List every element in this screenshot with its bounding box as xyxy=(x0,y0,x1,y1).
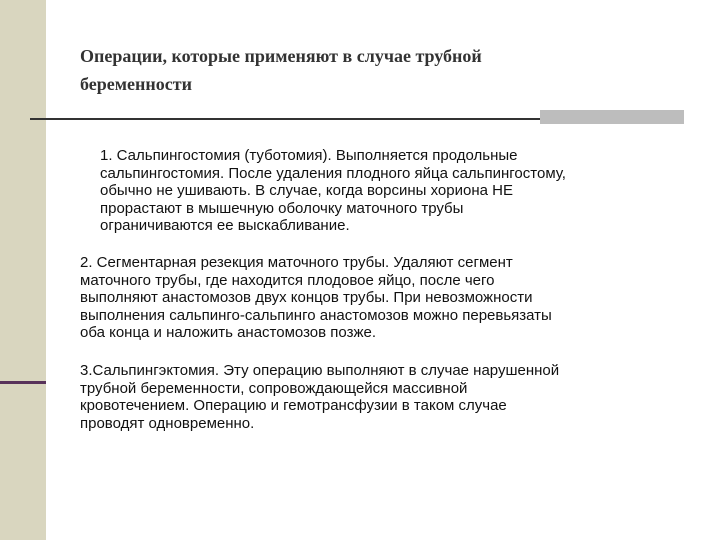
paragraph-line: проводят одновременно. xyxy=(80,414,255,432)
paragraph-salpingostomy xyxy=(100,147,700,235)
paragraph-line: маточного трубы, где находится плодовое яйцо, после чего xyxy=(80,271,495,289)
paragraph-salpingectomy xyxy=(80,362,720,432)
slide-title xyxy=(80,42,640,98)
paragraph-line: прорастают в мышечную оболочку маточного трубы xyxy=(100,199,464,217)
slide-title-line-2: беременности xyxy=(80,74,192,94)
paragraph-line: трубной беременности, сопровождающейся массивной xyxy=(80,379,468,397)
side-decoration-bar xyxy=(0,0,46,540)
paragraph-line: ограничиваются ее выскабливание. xyxy=(100,217,350,234)
divider-accent-block xyxy=(540,110,684,124)
side-accent-line xyxy=(0,381,46,384)
paragraph-line: 3.Сальпингэктомия. Эту операцию выполняют в случае нарушенной xyxy=(80,362,560,379)
title-divider xyxy=(30,118,540,120)
slide-title-line-1: Операции, которые применяют в случае трубной xyxy=(80,46,482,66)
paragraph-line: кровотечением. Операцию и гемотрансфузии в таком случае xyxy=(80,397,507,414)
paragraph-line: оба конца и наложить анастомозов позже. xyxy=(80,324,376,341)
paragraph-line: выполняют анастомозов двух концов трубы. При невозможности xyxy=(80,289,533,306)
paragraph-line: сальпингостомия. После удаления плодного яйца сальпингостому, xyxy=(100,164,566,182)
paragraph-line: 2. Сегментарная резекция маточного трубы. Удаляют сегмент xyxy=(80,254,513,271)
paragraph-line: выполнения сальпинго-сальпинго анастомозов можно перевьязаты xyxy=(80,306,552,324)
paragraph-line: 1. Сальпингостомия (туботомия). Выполняется продольные xyxy=(100,147,518,164)
paragraph-segmental-resection xyxy=(80,254,720,342)
paragraph-line: обычно не ушивають. В случае, когда ворсины хориона НЕ xyxy=(100,182,513,199)
